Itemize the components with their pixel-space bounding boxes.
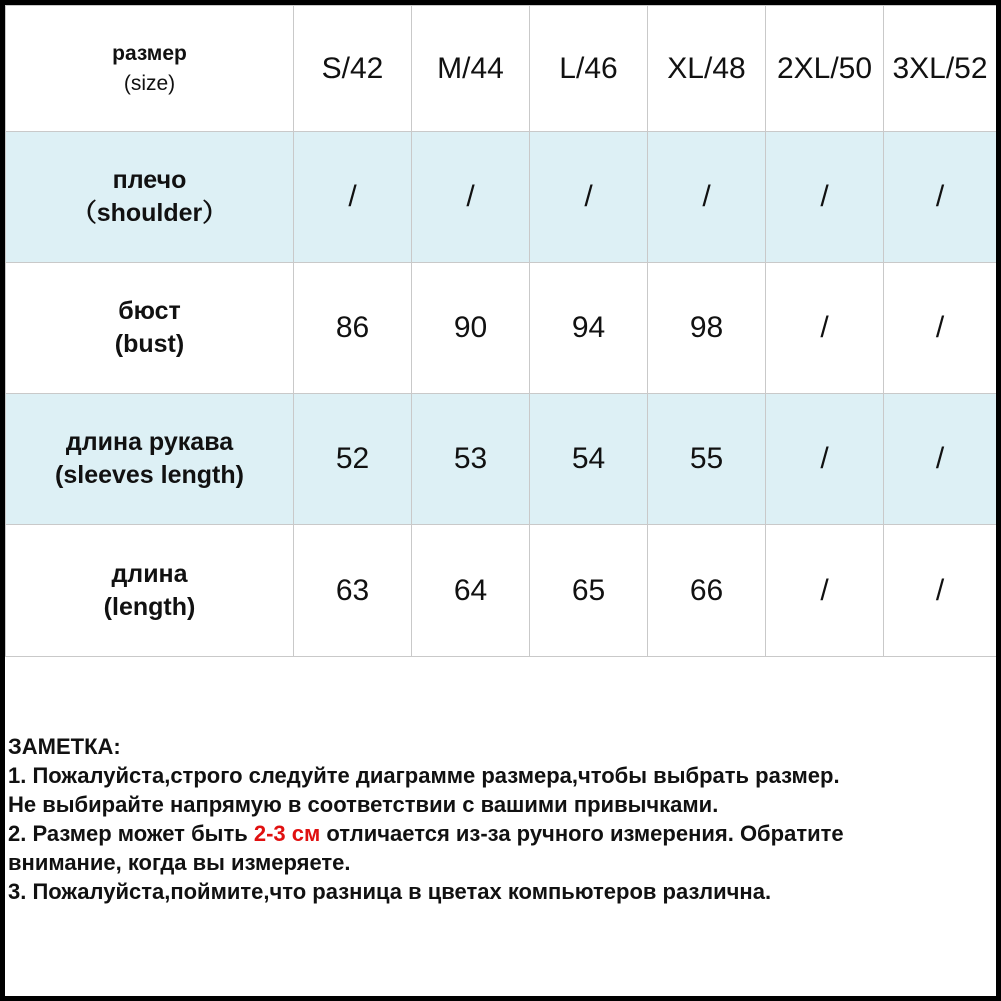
bust-value: 94: [530, 263, 648, 394]
shoulder-value: /: [648, 132, 766, 263]
note-line-4: внимание, когда вы измеряете.: [8, 850, 351, 875]
bust-value: 86: [294, 263, 412, 394]
sleeve-length-value: 53: [412, 394, 530, 525]
size-header-m: M/44: [412, 6, 530, 132]
notes-section: [8, 732, 993, 906]
shoulder-value: /: [530, 132, 648, 263]
size-header-l: L/46: [530, 6, 648, 132]
bust-label-cell: [6, 263, 294, 394]
sleeve-length-label-cell: [6, 394, 294, 525]
note-line-3-start: 2. Размер может быть: [8, 821, 254, 846]
size-chart-page: [5, 5, 996, 996]
bust-value: /: [766, 263, 884, 394]
length-value: 66: [648, 525, 766, 657]
note-line-2: Не выбирайте напрямую в соответствии с вашими привычками.: [8, 792, 719, 817]
shoulder-value: /: [884, 132, 997, 263]
size-header-xl: XL/48: [648, 6, 766, 132]
note-line-3-end: отличается из-за ручного измерения. Обратите: [320, 821, 844, 846]
measurement-tolerance-highlight: 2-3 см: [253, 821, 321, 846]
length-row: [6, 525, 997, 657]
length-label-cell: [6, 525, 294, 657]
size-label-ru: размер: [112, 41, 187, 65]
note-line-1: 1. Пожалуйста,строго следуйте диаграмме размера,чтобы выбрать размер.: [8, 763, 840, 788]
length-value: /: [884, 525, 997, 657]
shoulder-row: [6, 132, 997, 263]
size-label-en: (size): [123, 71, 176, 95]
size-header-3xl: 3XL/52: [884, 6, 997, 132]
sleeve-length-value: /: [766, 394, 884, 525]
shoulder-value: /: [766, 132, 884, 263]
shoulder-value: /: [412, 132, 530, 263]
length-value: 63: [294, 525, 412, 657]
length-label-ru: длина: [111, 559, 188, 588]
bust-label-en: (bust): [114, 330, 185, 358]
size-header-s: S/42: [294, 6, 412, 132]
sleeve-length-value: 54: [530, 394, 648, 525]
sleeve-length-value: 52: [294, 394, 412, 525]
bust-value: /: [884, 263, 997, 394]
size-table: [5, 5, 996, 657]
sleeve-length-value: 55: [648, 394, 766, 525]
shoulder-label-cell: [6, 132, 294, 263]
size-header-2xl: 2XL/50: [766, 6, 884, 132]
bust-label-ru: бюст: [118, 297, 181, 325]
shoulder-label-ru: плечо: [112, 166, 187, 194]
bust-value: 90: [412, 263, 530, 394]
header-row: [6, 6, 997, 132]
length-value: 65: [530, 525, 648, 657]
size-label-cell: [6, 6, 294, 132]
bust-value: 98: [648, 263, 766, 394]
note-line-5: 3. Пожалуйста,поймите,что разница в цветах компьютеров различна.: [8, 879, 772, 904]
sleeve-length-value: /: [884, 394, 997, 525]
shoulder-value: /: [294, 132, 412, 263]
notes-title: ЗАМЕТКА:: [8, 734, 121, 759]
note-line-3: [8, 819, 993, 848]
sleeve-length-label-ru: длина рукава: [65, 428, 234, 456]
length-value: /: [766, 525, 884, 657]
sleeve-length-label-en: (sleeves length): [55, 461, 244, 489]
sleeve-length-row: [6, 394, 997, 525]
length-label-en: (length): [103, 592, 196, 621]
shoulder-label-en: （shoulder）: [71, 199, 228, 227]
bust-row: [6, 263, 997, 394]
length-value: 64: [412, 525, 530, 657]
